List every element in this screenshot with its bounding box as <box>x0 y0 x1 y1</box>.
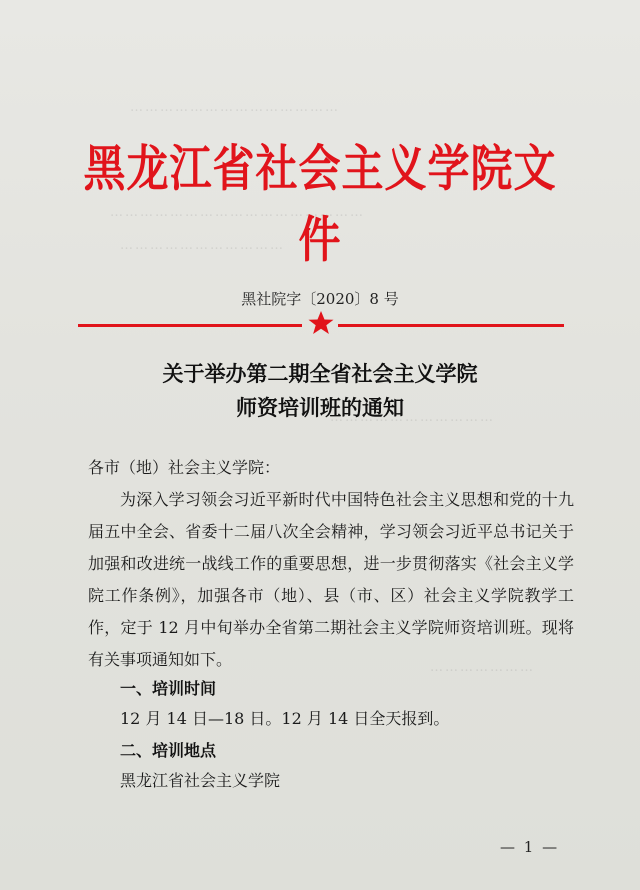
section-heading-time: 一、培训时间 <box>120 679 217 698</box>
star-icon <box>306 308 336 338</box>
document-number: 黑社院字〔2020〕8 号 <box>241 290 399 308</box>
body-paragraph: 为深入学习领会习近平新时代中国特色社会主义思想和党的十九届五中全会、省委十二届八次全会精神，学习领会习近平总书记关于加强和改进统一战线工作的重要思想，进一步贯彻落实《社会主义学院工作条例》，加强各市（地）、县（市、区）社会主义学院教学工作，定于 12 月中旬举办全省第二期社会主义学院师资培训班。现将有关事项通知如下。 <box>88 490 574 669</box>
section-content-time: 12 月 14 日—18 日。12 月 14 日全天报到。 <box>120 709 450 728</box>
document-header-title: 黑龙江省社会主义学院文件 <box>83 139 557 269</box>
bleed-through-text: ………………… <box>430 660 535 675</box>
bleed-through-text: …………………………………… <box>130 100 340 115</box>
salutation: 各市（地）社会主义学院： <box>88 458 281 477</box>
bleed-through-text: …………………………… <box>120 238 285 253</box>
section-heading-location: 二、培训地点 <box>120 741 217 760</box>
bleed-through-text: …………………………… <box>330 410 495 425</box>
red-divider-left <box>78 324 302 327</box>
bleed-through-text: …………………………………………… <box>110 205 365 220</box>
notice-title-line2: 师资培训班的通知 <box>236 396 404 420</box>
notice-title-line1: 关于举办第二期全省社会主义学院 <box>162 362 478 386</box>
page-number: — 1 — <box>500 838 560 856</box>
red-divider-right <box>338 324 564 327</box>
section-content-location: 黑龙江省社会主义学院 <box>120 771 281 790</box>
